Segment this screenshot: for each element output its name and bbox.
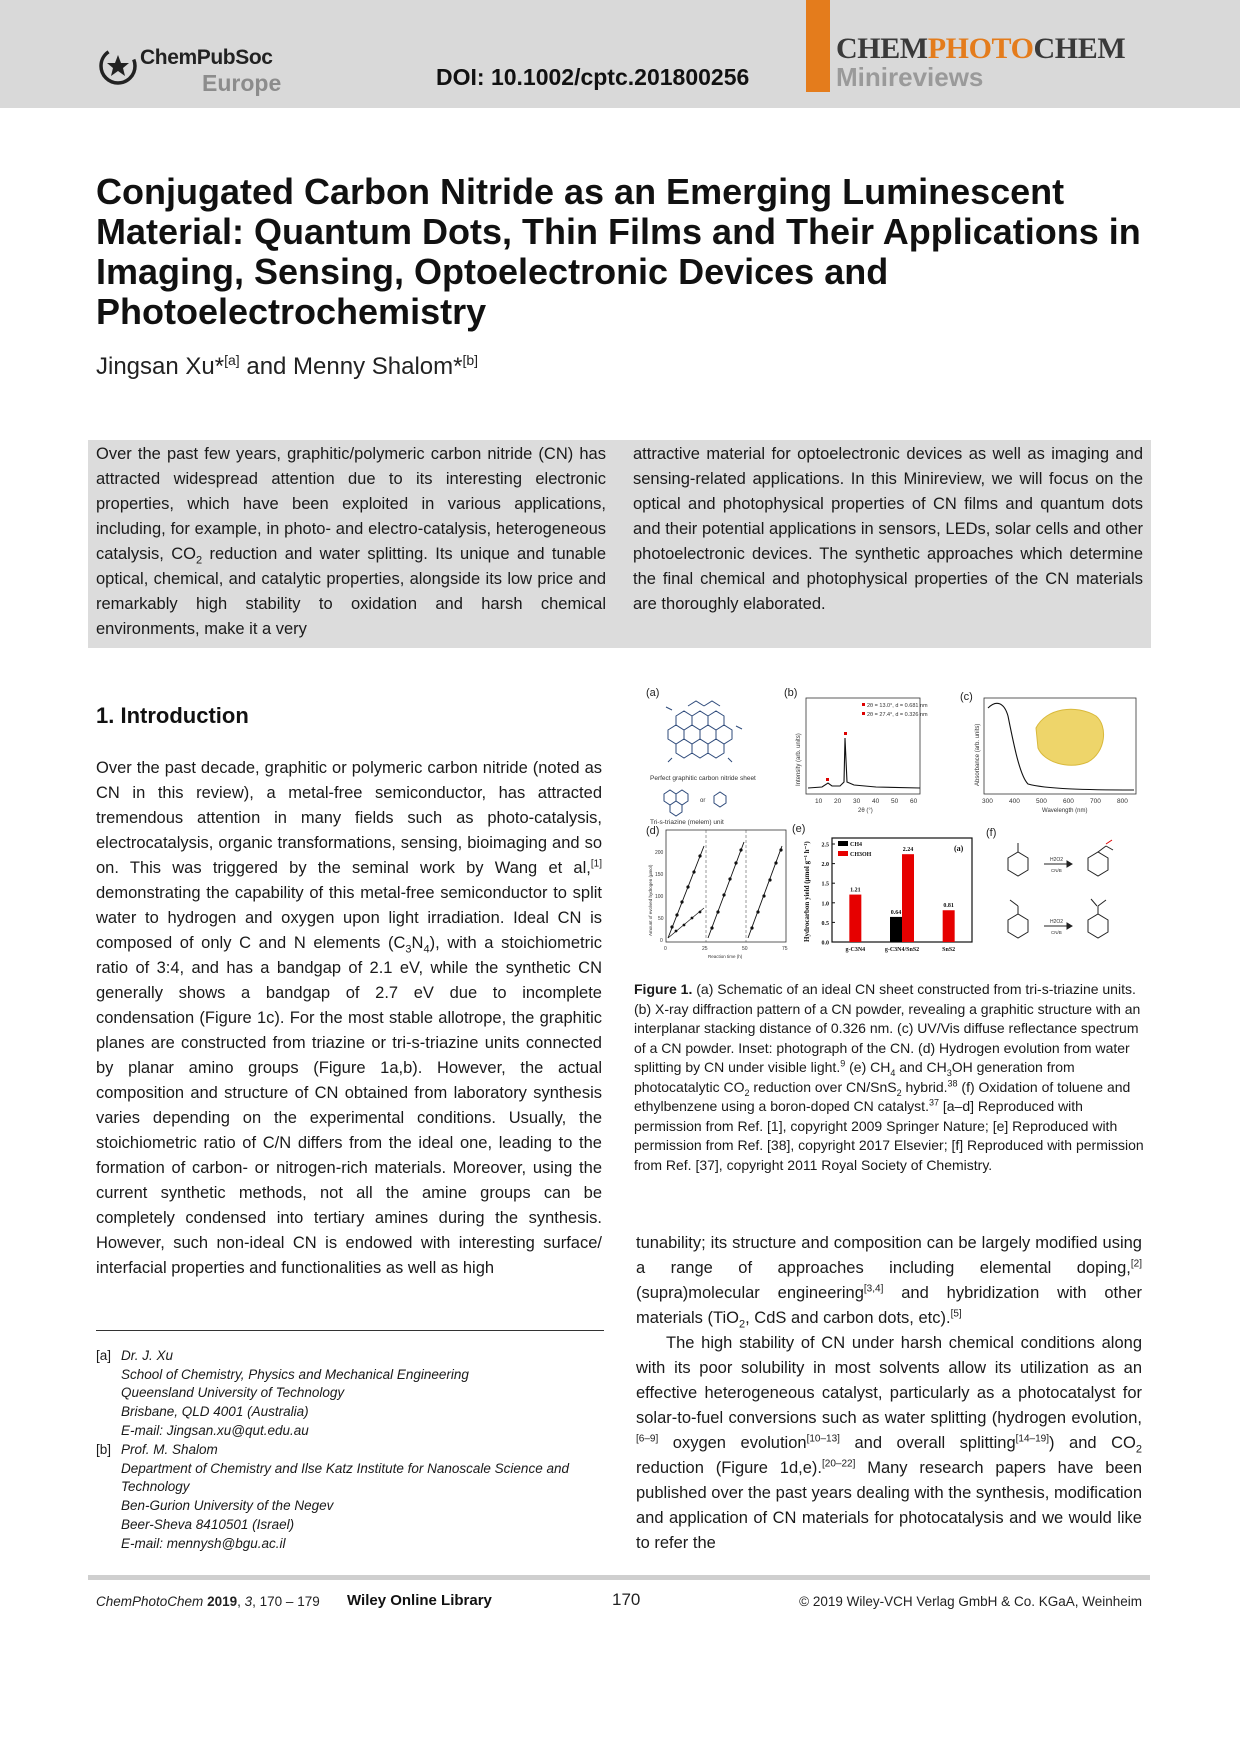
melem-unit-schematic (664, 790, 726, 816)
bar-ch4 (890, 917, 902, 942)
abstract-box (88, 440, 1151, 648)
section-heading: 1. Introduction (96, 703, 249, 728)
xrd-xtick: 10 (815, 798, 823, 805)
wiley-online-library-link[interactable]: Wiley Online Library (347, 1592, 492, 1609)
uvvis-xtick: 500 (1036, 798, 1047, 805)
authors: Jingsan Xu*[a] and Menny Shalom*[b] (96, 352, 479, 380)
melem-label: Tri-s-triazine (melem) unit (650, 819, 724, 826)
bar-chart-ytick: 0.0 (821, 940, 829, 947)
bar-chart-category: g-C3N4 (845, 947, 866, 953)
figure-1 (636, 686, 1146, 966)
bar-value-label: 1.21 (850, 887, 861, 894)
xrd-plot (796, 698, 928, 814)
body-text-right: tunability; its structure and composition can be largely modified using a range of approaches including elemental doping,[2] (supra)molecular engineering[3,4] and hybridization with other materials (TiO$_2$, CdS and carbon dots, etc).[5] The high stability of CN under harsh chemical conditions along with its poor solubility in most solvents allow its utilization as an effective heterogeneous catalyst, particularly as a photocatalyst for solar-to-fuel conversions such as water splitting (hydrogen evolution,[6–9] oxygen evolution[10–13] and overall splitting[14–19]) and $CO_2$ reduction (Figure 1d,e).[20–22] Many research papers have been published over the past years dealing with the synthesis, modification and application of CN materials for photocatalysis and we would like to refer the (636, 1234, 1142, 1552)
xrd-ylabel: Intensity (arb. units) (796, 733, 802, 786)
bar-ch3oh (902, 854, 914, 942)
uvvis-ylabel: Absorbance (arb. units) (975, 723, 981, 786)
bar-chart-ytick: 2.0 (821, 862, 829, 869)
publisher-name: ChemPubSoc (140, 46, 273, 69)
uvvis-xtick: 600 (1063, 798, 1074, 805)
xrd-xtick: 60 (910, 798, 918, 805)
email-link[interactable]: E-mail: mennysh@bgu.ac.il (121, 1535, 286, 1551)
uvvis-xtick: 800 (1117, 798, 1128, 805)
bar-chart-inner-tag: (a) (954, 844, 964, 853)
page-number: 170 (612, 1590, 641, 1609)
h2-ylabel: Amount of evolved hydrogen (µmol) (648, 864, 653, 936)
bar-chart-category: SnS2 (942, 947, 956, 953)
h2-xtick: 0 (664, 946, 667, 952)
bar-ch3oh (849, 895, 861, 942)
bar-chart-ytick: 2.5 (821, 842, 829, 849)
doi[interactable]: DOI: 10.1002/cptc.201800256 (436, 64, 750, 90)
journal-name: CHEMPHOTOCHEM (836, 32, 1126, 65)
xrd-xtick: 40 (872, 798, 880, 805)
bar-value-label: 0.64 (890, 909, 902, 916)
arrow-reagent-1: H2O2 (1050, 857, 1064, 863)
article-title: Conjugated Carbon Nitride as an Emerging Luminescent Material: Quantum Dots, Thin Films and Their Applications in Imaging, Sensing, Optoelectronic Devices and Photoelectrochemistry (96, 171, 1141, 332)
bar-ch3oh (943, 910, 955, 942)
bar-chart-ylabel: Hydrocarbon yield (µmol g⁻¹ h⁻¹) (803, 841, 811, 942)
legend-ch3oh: CH3OH (850, 852, 872, 858)
bar-value-label: 2.24 (902, 847, 914, 854)
page-header (0, 0, 1240, 108)
panel-label-f: (f) (986, 827, 997, 839)
accent-bar (806, 0, 830, 92)
h2-xlabel: Reaction time (h) (708, 954, 743, 959)
chempubsoc-logo (98, 42, 288, 102)
h2-xtick: 50 (742, 946, 748, 952)
xrd-xtick: 50 (891, 798, 899, 805)
h2-ytick: 100 (655, 894, 664, 900)
panel-label-c: (c) (960, 691, 973, 703)
arrow-catalyst-2: CN/B (1051, 930, 1062, 935)
uvvis-xtick: 300 (982, 798, 993, 805)
xrd-xtick: 20 (834, 798, 842, 805)
arrow-reagent-2: H2O2 (1050, 919, 1064, 925)
legend-ch4: CH4 (850, 842, 862, 848)
abstract-left: Over the past few years, graphitic/polymeric carbon nitride (CN) has attracted widespread attention due to its interesting electronic properties, which have been exploited in various applications, including, for example, in photo- and electro-catalysis, heterogeneous catalysis, $CO_2$ reduction and water splitting. Its unique and tunable optical, chemical, and catalytic properties, alongside its low price and remarkably high stability to oxidation and harsh chemical environments, make it a very (96, 445, 607, 638)
hydrocarbon-bar-chart (803, 838, 972, 953)
panel-label-e: (e) (792, 823, 806, 835)
h2-ytick: 50 (658, 916, 664, 922)
article-type: Minireviews (836, 62, 984, 92)
arrow-catalyst-1: CN/B (1051, 868, 1062, 873)
bar-chart-category: g-C3N4/SnS2 (884, 947, 920, 953)
figure-caption: Figure 1. (a) Schematic of an ideal CN sheet constructed from tri-s-triazine units. (b) X-ray diffraction pattern of a CN powder, revealing a graphitic structure with an interplanar stacking distance of 0.326 nm. (c) UV/Vis diffuse reflectance spectrum of a CN powder. Inset: photograph of the CN. (d) Hydrogen evolution from water splitting by CN under visible light.$^9$ (e) $CH_4$ and $CH_3OH$ generation from photocatalytic $CO_2$ reduction over CN/SnS$_2$ hybrid.$^{38}$ (f) Oxidation of toluene and ethylbenzene using a boron-doped CN catalyst.$^{37}$ [a–d] Reproduced with permission from Ref. [1], copyright 2009 Springer Nature; [e] Reproduced with permission from Ref. [38], copyright 2017 Elsevier; [f] Reproduced with permission from Ref. [37], copyright 2011 Royal Society of Chemistry. (634, 981, 1144, 1173)
affiliation-b: [b] Prof. M. Shalom Department of Chemistry and Ilse Katz Institute for Nanoscale Science and Technology Ben-Gurion University of the Negev Beer-Sheva 8410501 (Israel) E-mail: mennysh@bgu.ac.il (96, 1441, 606, 1553)
h2-ytick: 0 (660, 938, 663, 944)
copyright: © 2019 Wiley-VCH Verlag GmbH & Co. KGaA, Weinheim (799, 1594, 1142, 1609)
abstract-right: attractive material for optoelectronic devices as well as imaging and sensing-related applications. In this Minireview, we will focus on the optical and photophysical properties of CN films and quantum dots and their potential applications in sensors, LEDs, solar cells and other photoelectronic devices. The synthetic approaches which determine the final chemical and photophysical properties of the CN materials are thoroughly elaborated. (633, 445, 1143, 613)
panel-label-a: (a) (646, 687, 660, 699)
bar-chart-ytick: 1.0 (821, 901, 829, 908)
publisher-region: Europe (202, 70, 282, 96)
star-logo-icon (98, 46, 138, 86)
bar-chart-ytick: 1.5 (821, 881, 829, 888)
uvvis-plot (975, 698, 1136, 814)
body-text-left: Over the past decade, graphitic or polymeric carbon nitride (noted as CN in this review), a metal-free semiconductor, has attracted tremendous attention in many fields such as photo-catalysis, electrocatalysis, organic transformations, sensing, bioimaging and so on. This was triggered by the seminal work by Wang et al,[1] demonstrating the capability of this metal-free semiconductor to split water to hydrogen and oxygen upon light irradiation. Ideal CN is composed of only C and N elements $(C_3N_4)$, with a stoichiometric ratio of 3:4, and has a bandgap of 2.1 eV, while the synthetic CN generally shows a bandgap of 2.7 eV due to incomplete condensation (Figure 1c). For the most stable allotrope, the graphitic planes are constructed from triazine or tri-s-triazine units connected by planar amino groups (Figure 1a,b). However, the actual composition and structure of CN obtained from laboratory synthesis varies depending on the experimental conditions. Usually, the stoichiometric ratio of C/N differs from the ideal one, leading to the formation of carbon- or nitrogen-rich materials. Moreover, using the current synthetic methods, not all the amine groups can be completely condensed into tertiary amines during the synthesis. However, such non-ideal CN is endowed with interesting surface/ interfacial properties and functionalities as well as high (96, 759, 602, 1277)
footnote-rule (96, 1330, 604, 1331)
h2-evolution-plot (648, 830, 788, 959)
xrd-xlabel: 2θ (°) (858, 808, 873, 814)
panel-label-b: (b) (784, 687, 798, 699)
xrd-legend-1: 2θ = 13.0°, d = 0.681 nm (867, 703, 928, 709)
cn-sheet-schematic (666, 701, 742, 762)
bar-value-label: 0.81 (943, 903, 954, 910)
bar-chart-ytick: 0.5 (821, 920, 829, 927)
cn-sheet-label: Perfect graphitic carbon nitride sheet (650, 775, 756, 782)
uvvis-xlabel: Wavelength (nm) (1042, 808, 1088, 814)
xrd-legend-2: 2θ = 27.4°, d = 0.326 nm (867, 712, 928, 718)
h2-ytick: 150 (655, 872, 664, 878)
h2-xtick: 25 (702, 946, 708, 952)
xrd-xtick: 30 (853, 798, 861, 805)
uvvis-xtick: 400 (1009, 798, 1020, 805)
h2-ytick: 200 (655, 850, 664, 856)
svg-text:or: or (700, 798, 706, 804)
affiliation-a: [a] Dr. J. Xu School of Chemistry, Physics and Mechanical Engineering Queensland University of Technology Brisbane, QLD 4001 (Australia) E-mail: Jingsan.xu@qut.edu.au (96, 1347, 606, 1441)
uvvis-xtick: 700 (1090, 798, 1101, 805)
panel-label-d: (d) (646, 825, 660, 837)
footer-rule (88, 1575, 1150, 1580)
h2-xtick: 75 (782, 946, 788, 952)
citation: ChemPhotoChem 2019, 3, 170 – 179 (96, 1594, 320, 1609)
email-link[interactable]: E-mail: Jingsan.xu@qut.edu.au (121, 1422, 309, 1438)
